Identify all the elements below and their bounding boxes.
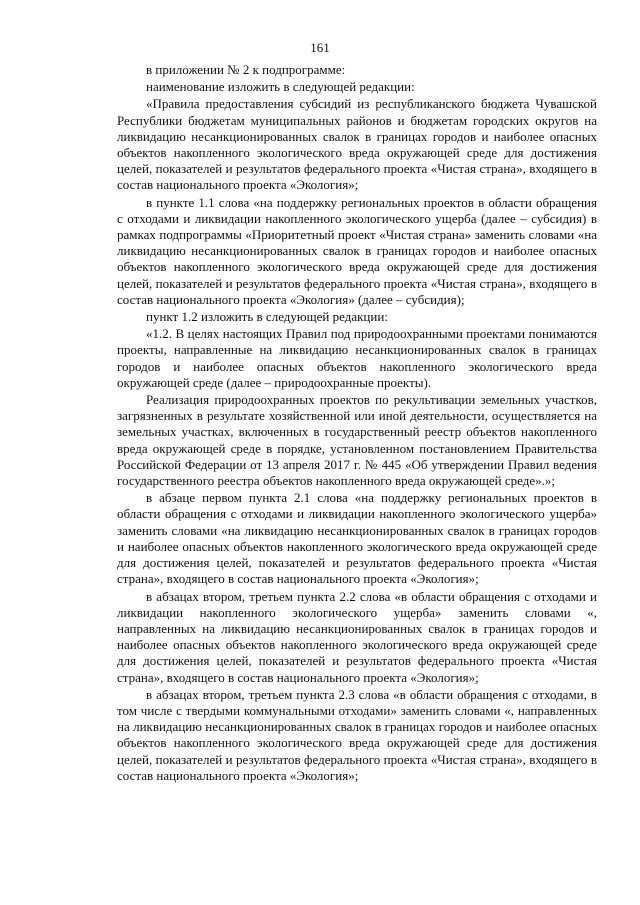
paragraph: в абзацах втором, третьем пункта 2.3 слова «в области обращения с отходами, в том числе с твердыми коммунальными отходами» заменить словами «, направленных на ликвидацию несанкционированных свалок в границах городов и наиболее опасных объектов накопленного экологического вреда окружающей среде для достижения целей, показателей и результатов федерального проекта «Чистая страна», входящего в состав национального проекта «Экология»; bbox=[117, 686, 597, 783]
paragraph: в абзацах втором, третьем пункта 2.2 слова «в области обращения с отходами и ликвидации накопленного экологического ущерба» заменить словами «, направленных на ликвидацию несанкционированных свалок в границах городов и наиболее опасных объектов накопленного экологического вреда окружающей среде для достижения целей, показателей и результатов федерального проекта «Чистая страна», входящего в состав национального проекта «Экология»; bbox=[117, 588, 597, 685]
paragraph: наименование изложить в следующей редакции: bbox=[146, 79, 415, 95]
paragraph: в пункте 1.1 слова «на поддержку региональных проектов в области обращения с отходами и ликвидации накопленного экологического ущерба (далее – субсидия) в рамках подпрограммы «Приоритетный проект «Чистая страна» заменить словами «на ликвидацию несанкционированных свалок в границах городов и наиболее опасных объектов накопленного экологического вреда окружающей среде для достижения целей, показателей и результатов федерального проекта «Чистая страна», входящего в состав национального проекта «Экология» (далее – субсидия); bbox=[117, 194, 597, 307]
paragraph: в приложении № 2 к подпрограмме: bbox=[146, 62, 346, 77]
paragraph: пункт 1.2 изложить в следующей редакции: bbox=[146, 309, 388, 325]
paragraph: в абзаце первом пункта 2.1 слова «на поддержку региональных проектов в области обращения с отходами и ликвидации накопленного экологического ущерба» заменить словами «на ликвидацию несанкционированных свалок в границах городов и наиболее опасных объектов накопленного экологического вреда окружающей среде для достижения целей, показателей и результатов федерального проекта «Чистая страна», входящего в состав национального проекта «Экология»; bbox=[117, 490, 597, 587]
paragraph: Реализация природоохранных проектов по рекультивации земельных участков, загрязненных в результате хозяйственной или иной деятельности, осуществляется на земельных участках, включенных в государственный реестр объектов накопленного вреда окружающей среде в порядке, установленном постановлением Правительства Российской Федерации от 13 апреля 2017 г. № 445 «Об утверждении Правил ведения государственного реестра объектов накопленного вреда окружающей среде».»; bbox=[117, 392, 597, 489]
paragraph: «1.2. В целях настоящих Правил под природоохранными проектами понимаются проекты, направленные на ликвидацию несанкционированных свалок в границах городов и наиболее опасных объектов накопленного экологического вреда окружающей среде (далее – природоохранные проекты). bbox=[117, 326, 597, 390]
document-body bbox=[117, 62, 597, 785]
paragraph: «Правила предоставления субсидий из республиканского бюджета Чувашской Республики бюджетам муниципальных районов и бюджетам городских округов на ликвидацию несанкционированных свалок в границах городов и наиболее опасных объектов накопленного экологического вреда окружающей среде для достижения целей, показателей и результатов федерального проекта «Чистая страна», входящего в состав национального проекта «Экология»; bbox=[117, 96, 597, 193]
page-number: 161 bbox=[310, 40, 330, 55]
